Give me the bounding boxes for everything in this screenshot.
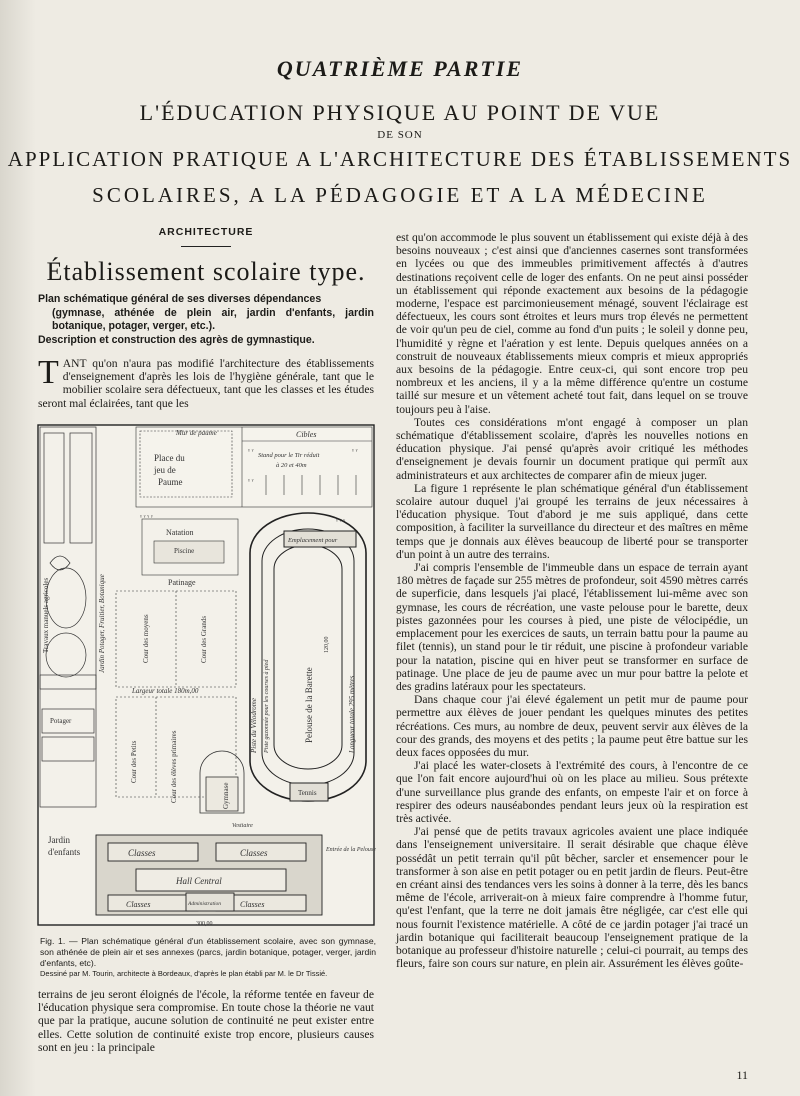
label-cibles: Cibles <box>296 430 317 439</box>
label-natation: Natation <box>166 528 194 537</box>
svg-text:ᵞ ᵞ: ᵞ ᵞ <box>248 477 254 485</box>
label-mur-paume: Mur de paume <box>176 429 217 437</box>
section-rule <box>181 246 231 247</box>
heading-line-3: APPLICATION PRATIQUE A L'ARCHITECTURE DES ÉTABLISSEMENTS <box>7 147 793 171</box>
subtitle-line-2: (gymnase, athénée de plein air, jardin d'enfants, jardin botanique, potager, verger, etc.). <box>52 306 374 332</box>
section-label: ARCHITECTURE <box>158 226 254 238</box>
drop-cap: T <box>38 354 59 391</box>
label-piste-gazonnee: Piste gazonnée pour les courses à pied <box>264 659 270 753</box>
label-place-jeu-2: jeu de <box>154 465 176 475</box>
label-jardin-enfants: Jardin <box>48 835 70 845</box>
label-vestiaire: Vestiaire <box>232 823 253 829</box>
paragraph-2: Toutes ces considérations m'ont engagé à composer un plan schématique d'établissement scolaire, d'après les nouvelles notions en éducation physique. J'ai pensé qu'après avoir critiqué les méthodes d'enseignement je devais fournir un document pratique qui permît aux administrateurs et aux architectes de comparer afin de mieux juger. <box>396 415 748 482</box>
label-classes-3: Classes <box>126 900 151 909</box>
svg-text:ᵞ ᵞ: ᵞ ᵞ <box>248 447 254 455</box>
label-cour-petits: Cour des Petits <box>130 740 138 783</box>
heading-line-1: L'ÉDUCATION PHYSIQUE AU POINT DE VUE <box>139 100 661 125</box>
label-entree: Entrée de la Pelouse <box>326 847 376 853</box>
label-cour-grands: Cour des Grands <box>200 615 208 663</box>
label-velodrome: Piste du Vélodrome <box>250 698 258 753</box>
label-administration: Administration <box>188 901 222 907</box>
label-emplacement: Emplacement pour <box>288 537 338 544</box>
page-number: 11 <box>736 1068 748 1082</box>
label-longueur: Longueur totale 295 mètres <box>348 675 356 753</box>
article-title: Établissement scolaire type. <box>46 257 366 286</box>
label-dim-300: 300,00 <box>196 921 213 927</box>
label-tennis: Tennis <box>298 789 317 797</box>
label-jardin-potager: Jardin Potager, Fruitier, Botanique <box>98 574 106 673</box>
subtitle-line-1: Plan schématique général de ses diverses dépendances <box>38 293 322 305</box>
paragraph-3: La figure 1 représente le plan schématique général d'un établissement scolaire autour duquel j'ai groupé les terrains de jeux nécessaires à l'éducation physique. Tout d'abord je me suis appliqué, dans cette composition, à faciliter la surveillance du directeur et des maîtres en même temps que je donnais aux élèves beaucoup de liberté pour se transporter d'un point à un autre des terrains. <box>396 481 748 561</box>
intro-paragraph <box>38 354 374 410</box>
label-potager: Potager <box>50 717 72 725</box>
label-cour-moyens: Cour des moyens <box>142 614 150 663</box>
intro-text: qu'on n'aura pas modifié l'architecture des établissements d'enseignement d'après les lois de l'hygiène générale, tant que le mobilier scolaire sera défectueux, tant que les classes et les études seront mal éclairées, tant que les <box>38 357 374 410</box>
label-classes-4: Classes <box>240 900 265 909</box>
svg-text:ᵞ ᵞ ᵞ: ᵞ ᵞ ᵞ <box>336 517 346 525</box>
label-largeur: Largeur totale 180m,00 <box>132 687 199 695</box>
label-gymnase: Gymnase <box>222 782 230 809</box>
figure-credit: Dessiné par M. Tourin, architecte à Bordeaux, d'après le plan établi par M. le Dr Tissié. <box>40 969 328 978</box>
paragraph-6: J'ai placé les water-closets à l'extrémité des cours, à l'encontre de ce que l'on fait encore aujourd'hui où on les place au milieu. Sous prétexte d'une surveillance plus grande des enfants, on empeste l'air et on force à respirer des odeurs nauséabondes pendant leurs jeux où la respiration est très activée. <box>396 759 748 825</box>
svg-text:ᵞ ᵞ: ᵞ ᵞ <box>352 447 358 455</box>
heading-line-2: DE SON <box>377 129 423 141</box>
right-column <box>396 231 748 970</box>
svg-text:ᵞ ᵞ ᵞ ᵞ: ᵞ ᵞ ᵞ ᵞ <box>140 513 153 521</box>
label-patinage: Patinage <box>168 578 196 587</box>
paragraph-4: J'ai compris l'ensemble de l'immeuble dans un espace de terrain ayant 180 mètres de façade sur 255 mètres de profondeur, soit 4590 mètres carrés de superficie, dans lesquels j'ai placé, l'établissement lui-même avec son gymnase, les cours de récréation, une vaste pelouse pour le barette, deux pistes gazonnées pour les courses à pied, une piste de vélocipédie, un emplacement pour les exercices de sauts, un terrain battu pour la paume au filet (tennis), un stand pour le tir réduit, une piscine à profondeur variable pour la natation, piscine qui en hiver peut se transformer en surface de patinage. Une place de jeu de paume avec un mur pour battre la pelote et des gradins latéraux pour les spectateurs. <box>396 561 748 693</box>
label-cour-primaire: Cour des élèves primaires <box>170 730 178 803</box>
article-subtitle <box>38 293 374 347</box>
part-title: QUATRIÈME PARTIE <box>276 56 524 81</box>
paragraph-5: Dans chaque cour j'ai élevé également un petit mur de paume pour permettre aux élèves de jouer pendant les quelques minutes des petites récréations. Ces murs, au nombre de deux, peuvent servir aux élèves de la cour des grands, des moyens et des petits ; la paume peut être battue sur les deux faces opposées du mur. <box>396 693 748 759</box>
label-pelouse: Pelouse de la Barette <box>304 667 314 743</box>
label-stand-2: à 20 et 40m <box>276 462 307 469</box>
label-place-jeu: Place du <box>154 453 185 463</box>
left-column <box>38 224 374 410</box>
label-stand: Stand pour le Tir réduit <box>258 452 320 459</box>
label-place-jeu-3: Paume <box>158 477 183 487</box>
figure-caption: Fig. 1. — Plan schématique général d'un établissement scolaire, avec son gymnase, son athénée de plein air et ses annexes (parcs, jardin botanique, potager, verger, jardin d'enfants, etc). <box>40 936 376 968</box>
label-piscine: Piscine <box>174 547 195 555</box>
paragraph-7: J'ai pensé que de petits travaux agricoles avaient une place indiquée dans l'enseignement universitaire. Il serait désirable que chaque élève possédât un petit terrain qu'il pût bêcher, sarcler et ensemencer pour le transformer à son aise en petit potager ou en petit jardin de fleurs. Peut-être en créant ainsi des tendances vers les soins à donner à la terre, dès les bancs même de l'école, arriverait-on à mieux faire comprendre à l'homme futur, qu'est l'enfant, que la terre ne doit jamais être négligée, car c'est elle qui nous fournit l'existence matérielle. A côté de ce jardin potager j'ai tracé un jardin botanique qui faciliterait beaucoup l'enseignement pratique de la botanique au professeur d'histoire naturelle ; celui-ci pourrait, au temps des fleurs, faire son cours sur nature, en plein air. Assurément les élèves goûte- <box>396 825 748 971</box>
intro-smallcaps: ANT <box>62 357 87 370</box>
label-classes-2: Classes <box>240 848 268 858</box>
label-classes-1: Classes <box>128 848 156 858</box>
label-jardin-enfants-2: d'enfants <box>48 847 81 857</box>
label-travaux: Travaux manuels agricoles <box>42 577 50 653</box>
continuation-paragraph: terrains de jeu seront éloignés de l'école, la réforme tentée en faveur de l'éducation physique sera compromise. En toute chose la théorie ne vaut que par la pratique, aucune solution de continuité ne peut exister entre elles. Cette solution de continuité existe trop encore, plusieurs causes sont en jeu : la principale <box>38 988 374 1054</box>
heading-line-4: SCOLAIRES, A LA PÉDAGOGIE ET A LA MÉDECINE <box>92 183 708 207</box>
label-hall: Hall Central <box>176 876 222 886</box>
label-dim-120: 120,00 <box>324 636 330 653</box>
paragraph-1: est qu'on accommode le plus souvent un établissement qui existe déjà à des besoins nouveaux ; c'est ainsi que d'anciennes casernes sont transformées en lycées ou que des immeubles primitivement affectés à d'autres destinations reçoivent celle de loger des enfants. On ne peut ainsi posséder un établissement qui réponde exactement aux besoins de la pédagogie moderne, l'espace est parcimonieusement ménagé, souvent l'éclairage est défectueux, les cours sont étroites et leurs murs trop élevés ne permettent de voir qu'un peu de ciel, comme au fond d'un puits ; le soleil y donne peu, l'humidité y règne et l'aération y est lente. Depuis quelques années on a construit de nouveaux établissements mieux compris et mieux appropriés aux besoins de la pédagogie. Entre ceux-ci, qui sont encore trop peu nombreux et les anciens, il y a la même différence qu'entre un costume taillé sur mesure et un vêtement acheté tout fait, dans lequel on se trouve toujours peu à l'aise. <box>396 231 748 416</box>
left-continuation <box>38 988 374 1054</box>
subtitle-line-3: Description et construction des agrès de gymnastique. <box>38 333 315 346</box>
site-plan-figure <box>36 423 376 928</box>
